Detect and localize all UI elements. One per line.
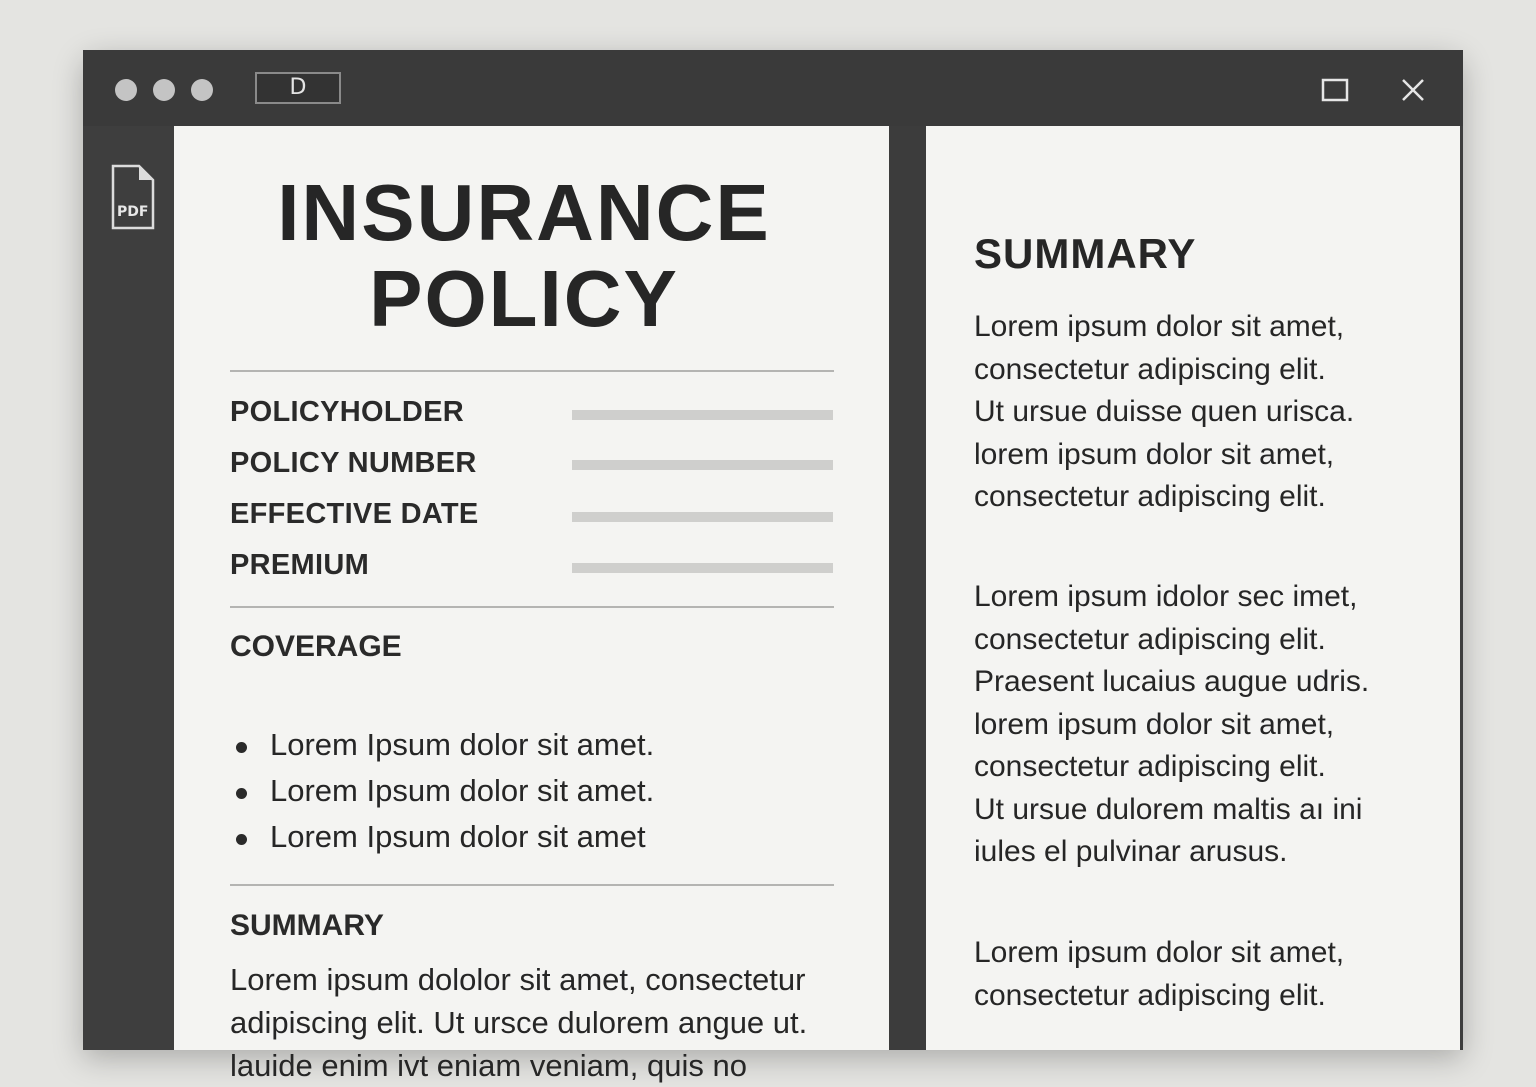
divider — [230, 606, 834, 608]
text-line: iules el pulvinar arusus. — [974, 835, 1288, 868]
text-line: Lorem ipsum dolor sit amet, — [974, 936, 1345, 969]
window-dot-3[interactable] — [191, 79, 213, 101]
list-item: Lorem Ipsum dolor sit amet. — [230, 722, 654, 768]
field-label-policy-number: POLICY NUMBER — [230, 447, 477, 479]
text-line: consectetur adipiscing elit. — [974, 480, 1326, 513]
summary-heading: SUMMARY — [230, 909, 384, 942]
app-window — [83, 50, 1463, 1083]
pdf-icon-label: PDF — [117, 204, 149, 220]
list-item: Lorem Ipsum dolor sit amet. — [230, 768, 654, 814]
field-value-policy-number[interactable] — [572, 460, 833, 470]
text-line: Praesent lucaius augue udris. — [974, 665, 1370, 698]
field-value-effective-date[interactable] — [572, 512, 833, 522]
paragraph-1 — [974, 306, 1444, 519]
divider — [230, 884, 834, 886]
pdf-file-icon[interactable] — [109, 162, 157, 232]
list-item: Lorem Ipsum dolor sit amet — [230, 814, 654, 860]
document-page-right — [926, 126, 1460, 1050]
summary-line: lauide enim ivt eniam veniam, quis no — [230, 1048, 747, 1083]
text-line: Lorem ipsum idolor sec imet, — [974, 580, 1358, 613]
field-value-premium[interactable] — [572, 563, 833, 573]
coverage-list — [230, 722, 654, 860]
summary-text — [230, 958, 850, 1087]
close-button[interactable] — [1395, 72, 1431, 108]
page-title — [174, 170, 874, 342]
title-line-2: POLICY — [369, 254, 679, 343]
maximize-button[interactable] — [1317, 72, 1353, 108]
sidebar — [83, 126, 173, 1050]
text-line: consectetur adipiscing elit. — [974, 978, 1326, 1012]
text-line: lorem ipsum dolor sit amet, — [974, 437, 1335, 471]
text-line: Ut ursue dulorem maltis aı ini — [974, 792, 1363, 826]
right-summary-heading: SUMMARY — [974, 230, 1197, 277]
maximize-icon — [1321, 78, 1349, 102]
coverage-heading: COVERAGE — [230, 630, 402, 663]
window-dot-1[interactable] — [115, 79, 137, 101]
field-label-premium: PREMIUM — [230, 549, 370, 581]
document-tab[interactable]: D — [255, 72, 341, 104]
text-line: Lorem ipsum dolor sit amet, — [974, 310, 1345, 343]
summary-line: adipiscing elit. Ut ursce dulorem angue ut. — [230, 1005, 808, 1040]
field-value-policyholder[interactable] — [572, 410, 833, 420]
document-page-left — [174, 126, 889, 1083]
field-label-policyholder: POLICYHOLDER — [230, 396, 464, 428]
text-line: consectetur adipiscing elit. — [974, 352, 1326, 386]
title-bar — [83, 50, 1463, 126]
text-line: lorem ipsum dolor sit amet, — [974, 707, 1335, 741]
title-line-1: INSURANCE — [277, 168, 771, 257]
window-dot-2[interactable] — [153, 79, 175, 101]
text-line: consectetur adipiscing elit. — [974, 750, 1326, 783]
paragraph-2 — [974, 576, 1444, 874]
field-label-effective-date: EFFECTIVE DATE — [230, 498, 479, 530]
page-gutter — [889, 126, 926, 1050]
text-line: Ut ursue duisse quen urisca. — [974, 395, 1355, 428]
text-line: consectetur adipiscing elit. — [974, 622, 1326, 656]
close-icon — [1400, 77, 1426, 103]
paragraph-3 — [974, 932, 1444, 1017]
divider — [230, 370, 834, 372]
summary-line: Lorem ipsum dololor sit amet, consectetur — [230, 962, 806, 997]
